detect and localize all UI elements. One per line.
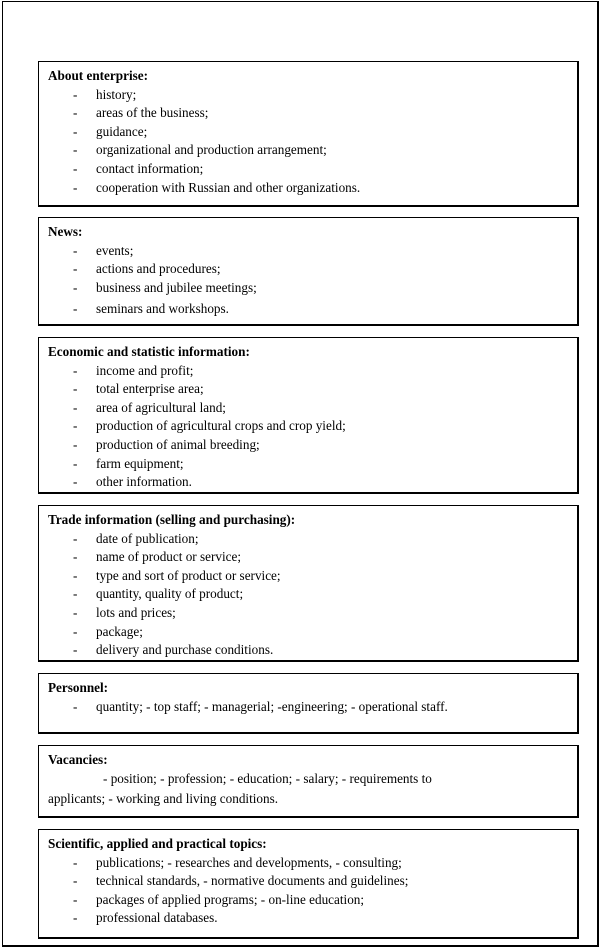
section-news xyxy=(38,217,579,326)
section-economic-statistic xyxy=(38,337,579,494)
list-item: - delivery and purchase conditions. xyxy=(48,641,577,660)
list-item: - organizational and production arrangement; xyxy=(48,141,577,160)
list-item: - history; xyxy=(48,86,577,105)
list-item: - package; xyxy=(48,623,577,642)
list-item: - publications; - researches and developments, - consulting; xyxy=(48,854,577,873)
list-item: - other information. xyxy=(48,473,577,492)
list-item: - area of agricultural land; xyxy=(48,399,577,418)
section-title: Scientific, applied and practical topics: xyxy=(48,836,267,851)
paragraph-line: - position; - profession; - education; - salary; - requirements to xyxy=(103,770,432,786)
section-title: Economic and statistic information: xyxy=(48,344,250,359)
section-vacancies xyxy=(38,745,579,818)
section-about-enterprise xyxy=(38,61,579,207)
bullet-list xyxy=(48,362,577,492)
section-title: Vacancies: xyxy=(48,752,108,767)
list-item: - actions and procedures; xyxy=(48,260,577,279)
list-item: - guidance; xyxy=(48,123,577,142)
section-trade-information xyxy=(38,505,579,662)
list-item: - seminars and workshops. xyxy=(48,300,577,319)
list-item: - technical standards, - normative documents and guidelines; xyxy=(48,872,577,891)
list-item: - production of animal breeding; xyxy=(48,436,577,455)
bullet-list xyxy=(48,86,577,198)
bullet-list xyxy=(48,242,577,319)
list-item: - packages of applied programs; - on-line education; xyxy=(48,891,577,910)
list-item: - total enterprise area; xyxy=(48,380,577,399)
list-item: - professional databases. xyxy=(48,909,577,928)
list-item: - quantity, quality of product; xyxy=(48,585,577,604)
list-item: - cooperation with Russian and other organizations. xyxy=(48,179,577,198)
section-scientific-topics xyxy=(38,829,579,939)
bullet-list xyxy=(48,698,577,717)
list-item: - lots and prices; xyxy=(48,604,577,623)
list-item: - contact information; xyxy=(48,160,577,179)
list-item: - name of product or service; xyxy=(48,548,577,567)
list-item: - quantity; - top staff; - managerial; -engineering; - operational staff. xyxy=(48,698,577,717)
list-item: - type and sort of product or service; xyxy=(48,567,577,586)
section-title: About enterprise: xyxy=(48,68,148,83)
section-title: Trade information (selling and purchasing): xyxy=(48,512,296,527)
list-item: - farm equipment; xyxy=(48,455,577,474)
list-item: - date of publication; xyxy=(48,530,577,549)
list-item: - events; xyxy=(48,242,577,261)
paragraph-line: applicants; - working and living conditions. xyxy=(48,791,279,807)
section-personnel xyxy=(38,673,579,734)
list-item: - areas of the business; xyxy=(48,104,577,123)
bullet-list xyxy=(48,854,577,928)
list-item: - business and jubilee meetings; xyxy=(48,279,577,298)
section-title: Personnel: xyxy=(48,680,109,695)
list-item: - production of agricultural crops and crop yield; xyxy=(48,417,577,436)
list-item: - income and profit; xyxy=(48,362,577,381)
section-title: News: xyxy=(48,224,83,239)
bullet-list xyxy=(48,530,577,660)
